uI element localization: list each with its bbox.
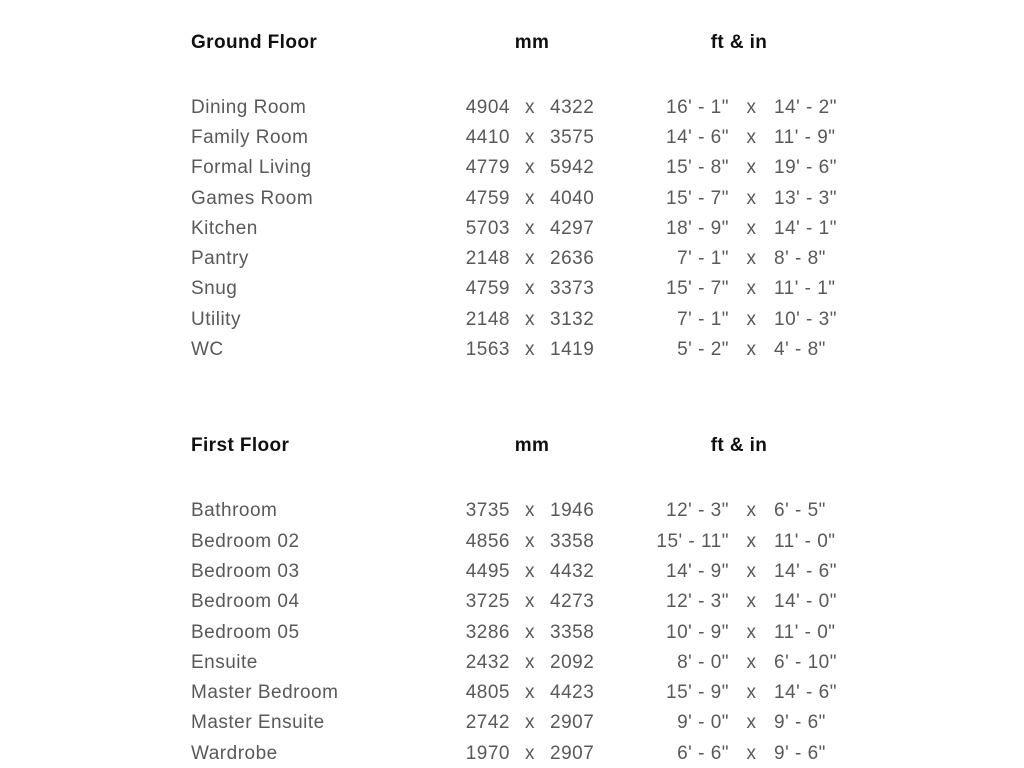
x-separator: x bbox=[525, 157, 535, 179]
room-name: Bedroom 02 bbox=[191, 530, 300, 552]
ft-height-value: 9' - 6" bbox=[774, 742, 826, 764]
room-name: Master Ensuite bbox=[191, 712, 325, 734]
mm-width-value: 4410 bbox=[465, 126, 510, 148]
mm-height-value: 3373 bbox=[550, 278, 595, 300]
room-name: Ensuite bbox=[191, 651, 258, 673]
room-name: Dining Room bbox=[191, 96, 307, 118]
column-header-mm: mm bbox=[514, 435, 550, 457]
x-separator: x bbox=[746, 500, 757, 522]
mm-height-value: 2907 bbox=[550, 712, 595, 734]
room-name: Bedroom 04 bbox=[191, 591, 300, 613]
mm-width-value: 3725 bbox=[465, 591, 510, 613]
table-header bbox=[191, 436, 1024, 456]
section-first-floor bbox=[191, 436, 1024, 768]
ft-width-value: 9' - 0" bbox=[677, 712, 729, 734]
ft-height-value: 14' - 0" bbox=[774, 591, 837, 613]
ft-width-value: 14' - 6" bbox=[666, 126, 729, 148]
mm-height-value: 3358 bbox=[550, 621, 595, 643]
table-row bbox=[191, 92, 1024, 122]
mm-width-value: 1563 bbox=[465, 339, 510, 361]
x-separator: x bbox=[746, 682, 757, 704]
mm-height-value: 4432 bbox=[550, 560, 595, 582]
ft-height-value: 14' - 6" bbox=[774, 560, 837, 582]
ft-width-value: 15' - 9" bbox=[666, 682, 729, 704]
mm-height-value: 2907 bbox=[550, 742, 595, 764]
room-name: Bedroom 03 bbox=[191, 560, 300, 582]
x-separator: x bbox=[746, 560, 757, 582]
ft-width-value: 6' - 6" bbox=[677, 742, 729, 764]
ft-height-value: 13' - 3" bbox=[774, 187, 837, 209]
room-name: Pantry bbox=[191, 248, 249, 270]
ft-height-value: 11' - 1" bbox=[774, 278, 836, 300]
mm-width-value: 4856 bbox=[465, 530, 510, 552]
x-separator: x bbox=[746, 96, 757, 118]
ft-height-value: 6' - 10" bbox=[774, 651, 837, 673]
table-row bbox=[191, 213, 1024, 243]
x-separator: x bbox=[746, 278, 757, 300]
table-row bbox=[191, 617, 1024, 647]
room-name: Games Room bbox=[191, 187, 314, 209]
ft-height-value: 11' - 9" bbox=[774, 126, 836, 148]
mm-width-value: 2148 bbox=[465, 248, 510, 270]
mm-width-value: 3735 bbox=[465, 500, 510, 522]
x-separator: x bbox=[746, 651, 757, 673]
table-row bbox=[191, 677, 1024, 707]
ft-width-value: 15' - 11" bbox=[656, 530, 729, 552]
room-name: Wardrobe bbox=[191, 742, 278, 764]
ft-width-value: 18' - 9" bbox=[666, 217, 729, 239]
ft-width-value: 12' - 3" bbox=[666, 591, 729, 613]
mm-height-value: 4322 bbox=[550, 96, 595, 118]
ft-width-value: 15' - 7" bbox=[666, 278, 729, 300]
mm-width-value: 4779 bbox=[465, 157, 510, 179]
x-separator: x bbox=[525, 591, 535, 613]
table-body bbox=[191, 92, 1024, 365]
mm-width-value: 4759 bbox=[465, 187, 510, 209]
ft-width-value: 7' - 1" bbox=[677, 248, 729, 270]
room-name: Kitchen bbox=[191, 217, 258, 239]
mm-height-value: 4040 bbox=[550, 187, 595, 209]
ft-height-value: 14' - 6" bbox=[774, 682, 837, 704]
section-title: Ground Floor bbox=[191, 31, 318, 53]
x-separator: x bbox=[525, 248, 535, 270]
mm-width-value: 2742 bbox=[465, 712, 510, 734]
ft-width-value: 5' - 2" bbox=[677, 339, 729, 361]
room-name: Utility bbox=[191, 308, 241, 330]
ft-height-value: 14' - 1" bbox=[774, 217, 837, 239]
x-separator: x bbox=[746, 591, 757, 613]
section-title: First Floor bbox=[191, 435, 290, 457]
x-separator: x bbox=[525, 712, 535, 734]
room-name: Family Room bbox=[191, 126, 309, 148]
x-separator: x bbox=[525, 126, 535, 148]
mm-height-value: 4273 bbox=[550, 591, 595, 613]
table-row bbox=[191, 496, 1024, 526]
x-separator: x bbox=[746, 339, 757, 361]
table-row bbox=[191, 556, 1024, 586]
table-row bbox=[191, 738, 1024, 768]
table-row bbox=[191, 274, 1024, 304]
mm-height-value: 1946 bbox=[550, 500, 595, 522]
mm-height-value: 4423 bbox=[550, 682, 595, 704]
ft-height-value: 14' - 2" bbox=[774, 96, 837, 118]
x-separator: x bbox=[525, 682, 535, 704]
mm-height-value: 2636 bbox=[550, 248, 595, 270]
column-header-ft-in: ft & in bbox=[710, 31, 768, 53]
ft-width-value: 8' - 0" bbox=[677, 651, 729, 673]
table-row bbox=[191, 122, 1024, 152]
x-separator: x bbox=[525, 217, 535, 239]
ft-height-value: 10' - 3" bbox=[774, 308, 837, 330]
x-separator: x bbox=[746, 248, 757, 270]
x-separator: x bbox=[525, 560, 535, 582]
mm-height-value: 1419 bbox=[550, 339, 595, 361]
x-separator: x bbox=[525, 339, 535, 361]
ft-height-value: 9' - 6" bbox=[774, 712, 826, 734]
table-row bbox=[191, 243, 1024, 273]
x-separator: x bbox=[746, 308, 757, 330]
mm-width-value: 4495 bbox=[465, 560, 510, 582]
x-separator: x bbox=[746, 712, 757, 734]
mm-width-value: 1970 bbox=[465, 742, 510, 764]
mm-width-value: 4759 bbox=[465, 278, 510, 300]
room-name: Formal Living bbox=[191, 157, 312, 179]
room-name: Snug bbox=[191, 278, 238, 300]
table-row bbox=[191, 153, 1024, 183]
section-ground-floor bbox=[191, 32, 1024, 365]
column-header-ft-in: ft & in bbox=[710, 435, 768, 457]
ft-height-value: 8' - 8" bbox=[774, 248, 826, 270]
x-separator: x bbox=[746, 621, 757, 643]
x-separator: x bbox=[746, 187, 757, 209]
table-body bbox=[191, 496, 1024, 768]
ft-width-value: 15' - 8" bbox=[666, 157, 729, 179]
column-header-mm: mm bbox=[514, 31, 550, 53]
x-separator: x bbox=[746, 742, 757, 764]
ft-width-value: 10' - 9" bbox=[666, 621, 729, 643]
ft-height-value: 19' - 6" bbox=[774, 157, 837, 179]
mm-width-value: 4805 bbox=[465, 682, 510, 704]
x-separator: x bbox=[525, 742, 535, 764]
x-separator: x bbox=[525, 187, 535, 209]
x-separator: x bbox=[746, 530, 757, 552]
x-separator: x bbox=[525, 278, 535, 300]
room-name: Bathroom bbox=[191, 500, 278, 522]
mm-width-value: 2148 bbox=[465, 308, 510, 330]
ft-width-value: 16' - 1" bbox=[666, 96, 729, 118]
x-separator: x bbox=[525, 308, 535, 330]
x-separator: x bbox=[746, 157, 757, 179]
table-row bbox=[191, 334, 1024, 364]
ft-width-value: 15' - 7" bbox=[666, 187, 729, 209]
room-name: Master Bedroom bbox=[191, 682, 339, 704]
mm-height-value: 4297 bbox=[550, 217, 595, 239]
table-header bbox=[191, 32, 1024, 52]
mm-width-value: 5703 bbox=[465, 217, 510, 239]
ft-width-value: 12' - 3" bbox=[666, 500, 729, 522]
mm-height-value: 3132 bbox=[550, 308, 595, 330]
x-separator: x bbox=[525, 500, 535, 522]
mm-height-value: 3358 bbox=[550, 530, 595, 552]
x-separator: x bbox=[525, 530, 535, 552]
mm-height-value: 5942 bbox=[550, 157, 595, 179]
mm-width-value: 3286 bbox=[465, 621, 510, 643]
ft-height-value: 4' - 8" bbox=[774, 339, 826, 361]
mm-height-value: 3575 bbox=[550, 126, 595, 148]
table-row bbox=[191, 587, 1024, 617]
table-row bbox=[191, 647, 1024, 677]
ft-height-value: 11' - 0" bbox=[774, 621, 836, 643]
mm-width-value: 2432 bbox=[465, 651, 510, 673]
x-separator: x bbox=[746, 217, 757, 239]
x-separator: x bbox=[525, 621, 535, 643]
ft-height-value: 11' - 0" bbox=[774, 530, 836, 552]
table-row bbox=[191, 183, 1024, 213]
ft-width-value: 14' - 9" bbox=[666, 560, 729, 582]
x-separator: x bbox=[525, 96, 535, 118]
x-separator: x bbox=[525, 651, 535, 673]
table-row bbox=[191, 526, 1024, 556]
ft-height-value: 6' - 5" bbox=[774, 500, 826, 522]
room-name: Bedroom 05 bbox=[191, 621, 300, 643]
ft-width-value: 7' - 1" bbox=[677, 308, 729, 330]
table-row bbox=[191, 708, 1024, 738]
mm-height-value: 2092 bbox=[550, 651, 595, 673]
mm-width-value: 4904 bbox=[465, 96, 510, 118]
table-row bbox=[191, 304, 1024, 334]
room-name: WC bbox=[191, 339, 224, 361]
x-separator: x bbox=[746, 126, 757, 148]
